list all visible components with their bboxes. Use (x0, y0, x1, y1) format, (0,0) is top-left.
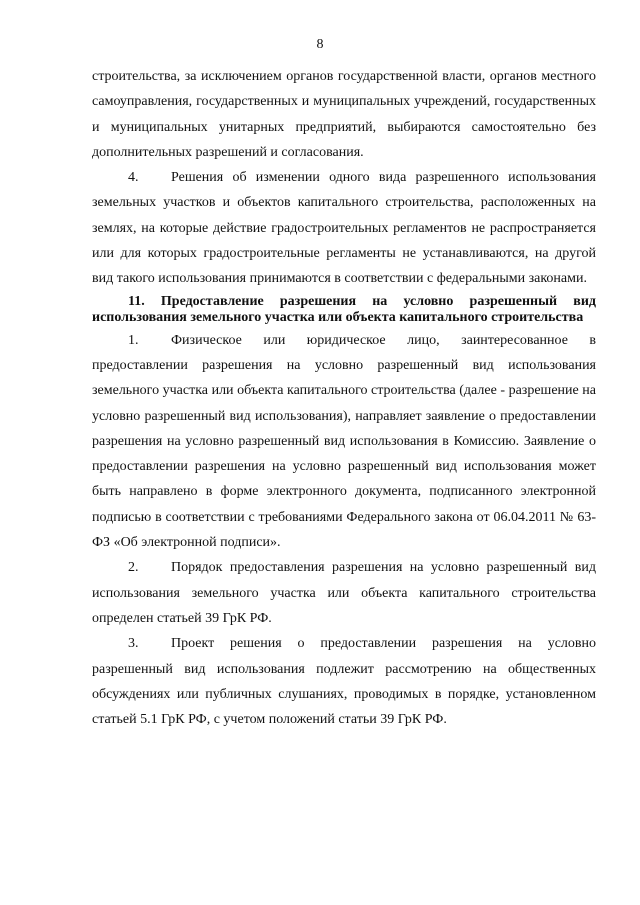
section-item-2 (92, 555, 596, 631)
paragraph-number: 1. (128, 332, 139, 348)
paragraph-continuation (92, 64, 596, 165)
paragraph-text: строительства, за исключением органов государственной власти, органов местного самоуправления, государственных и муниципальных учреждений, государственных и муниципальных унитарных предприятий, выбираются самостоятельно без дополнительных разрешений и согласования. (92, 69, 596, 160)
section-item-3 (92, 631, 596, 732)
paragraph-number: 3. (128, 636, 139, 652)
page-number: 8 (316, 37, 324, 52)
page-content (92, 64, 596, 732)
paragraph-number: 2. (128, 560, 139, 576)
paragraph-number: 4. (128, 170, 139, 186)
section-heading: 11. Предоставление разрешения на условно разрешенный вид использования земельного участка или объекта капитального строительства (92, 293, 596, 326)
paragraph-text: Физическое или юридическое лицо, заинтересованное в предоставлении разрешения на условно разрешенный вид использования земельного участка или объекта капитального строительства (далее - разрешение на условно разрешенный вид использования), направляет заявление о предоставлении разрешения на условно разрешенный вид использования в Комиссию. Заявление о предоставлении разрешения на условно разрешенный вид использования может быть направлено в форме электронного документа, подписанного электронной подписью в соответствии с требованиями Федерального закона от 06.04.2011 № 63-ФЗ «Об электронной подписи». (92, 332, 596, 551)
paragraph-text: Порядок предоставления разрешения на условно разрешенный вид использования земельного участка или объекта капитального строительства определен статьей 39 ГрК РФ. (92, 560, 596, 626)
paragraph-text: Решения об изменении одного вида разрешенного использования земельных участков и объектов капитального строительства, расположенных на землях, на которые действие градостроительных регламентов не распространяется или для которых градостроительные регламенты не устанавливаются, на другой вид такого использования принимаются в соответствии с федеральными законами. (92, 170, 596, 287)
paragraph-item-4 (92, 165, 596, 291)
section-item-1 (92, 328, 596, 556)
paragraph-text: Проект решения о предоставлении разрешения на условно разрешенный вид использования подлежит рассмотрению на общественных обсуждениях или публичных слушаниях, проводимых в порядке, установленном статьей 5.1 ГрК РФ, с учетом положений статьи 39 ГрК РФ. (92, 636, 596, 728)
